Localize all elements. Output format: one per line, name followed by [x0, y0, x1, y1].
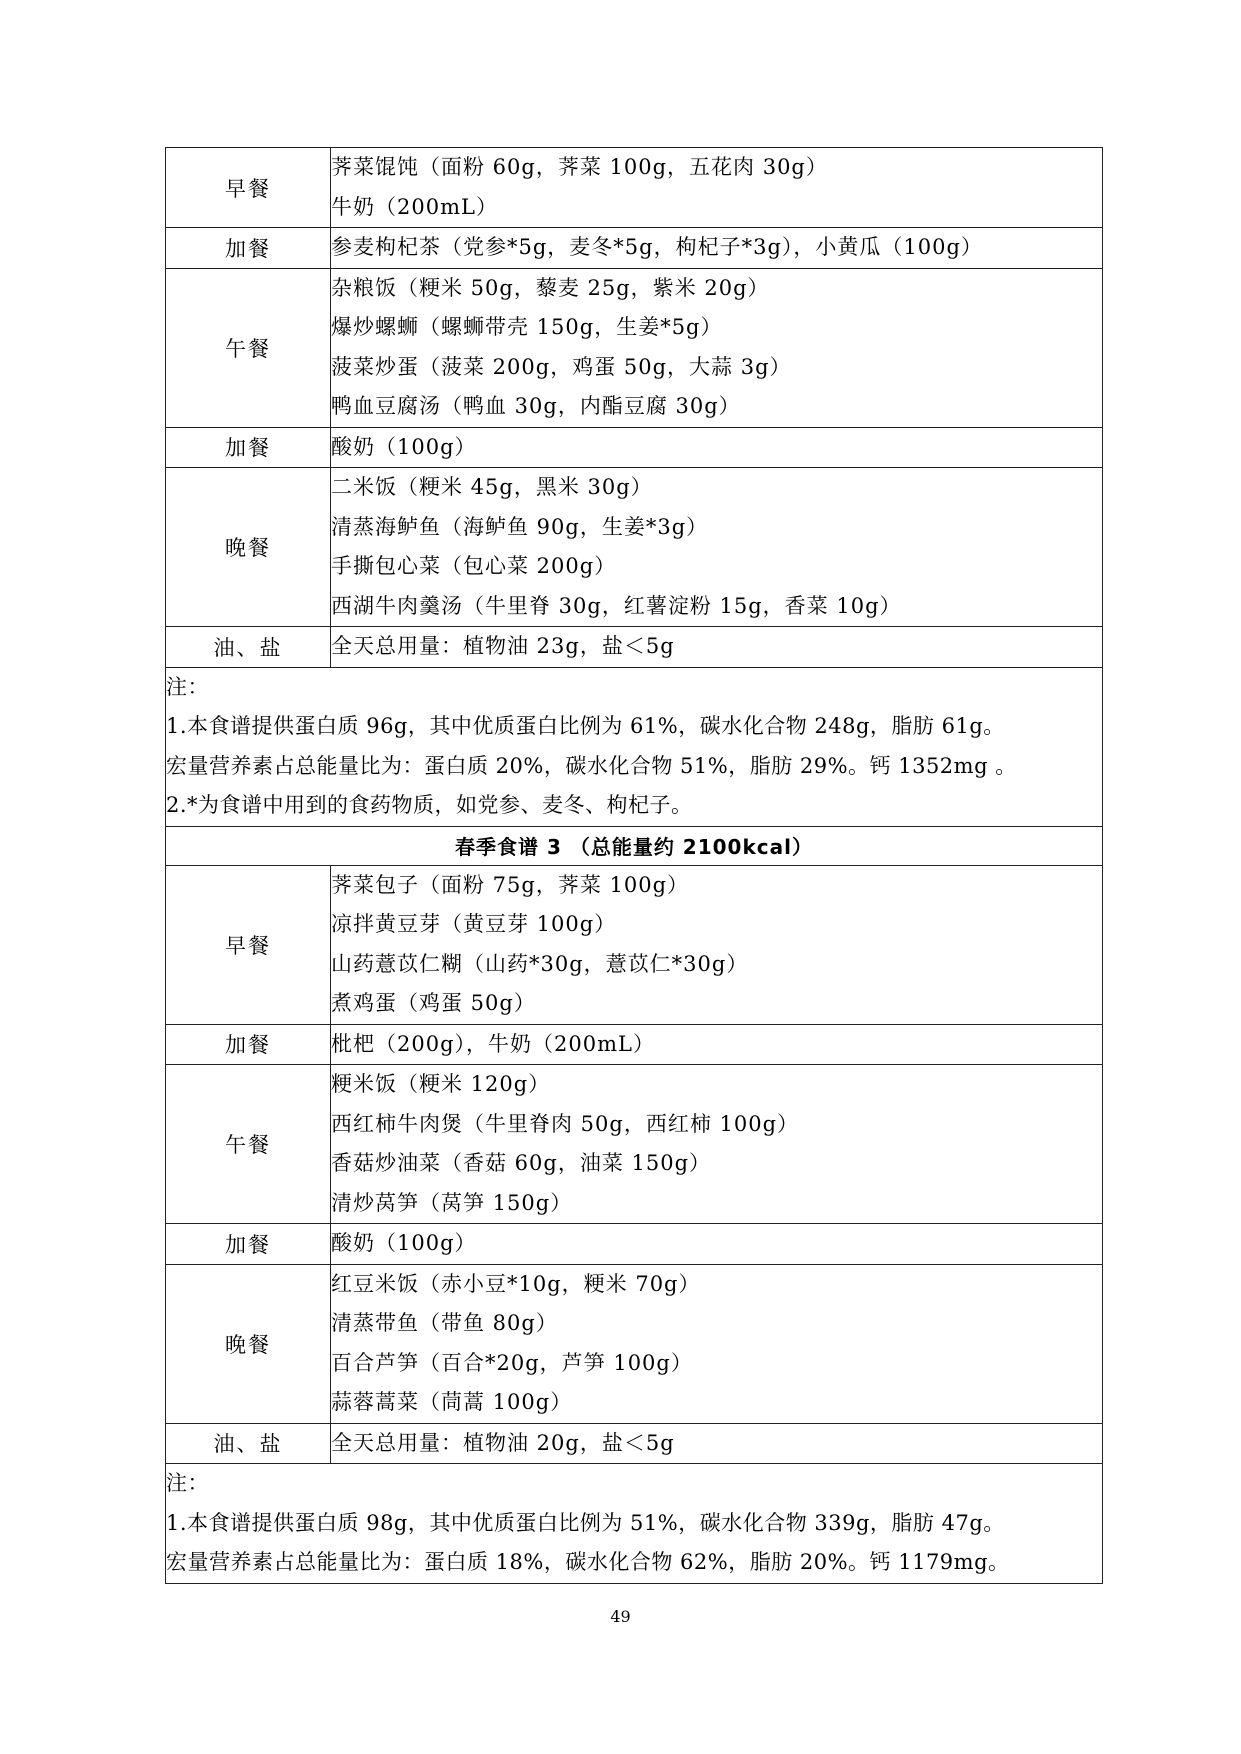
meal-dishes: [331, 1065, 1103, 1224]
dish-line: 牛奶（200mL）: [331, 194, 498, 219]
dish-line: 山药薏苡仁糊（山药*30g，薏苡仁*30g）: [331, 951, 749, 976]
meal-label: 油、盐: [166, 627, 331, 668]
page-number: 49: [610, 1607, 631, 1626]
meal-dishes: [331, 1224, 1103, 1265]
recipe-table: [165, 147, 1103, 1584]
meal-label: 油、盐: [166, 1423, 331, 1464]
meal-row: [166, 148, 1103, 228]
dish-line: 荠菜包子（面粉 75g，荠菜 100g）: [331, 872, 690, 897]
meal-row: [166, 427, 1103, 468]
dish-line: 西红柿牛肉煲（牛里脊肉 50g，西红柿 100g）: [331, 1111, 800, 1136]
meal-row: [166, 627, 1103, 668]
meal-label: 晚餐: [166, 468, 331, 627]
dish-line: 全天总用量：植物油 20g，盐＜5g: [331, 1430, 675, 1455]
dish-line: 酸奶（100g）: [331, 1231, 477, 1255]
dish-line: 清蒸带鱼（带鱼 80g）: [331, 1311, 558, 1335]
note-cell: [166, 667, 1103, 826]
meal-dishes: [331, 148, 1103, 228]
note-line: 1.本食谱提供蛋白质 98g，其中优质蛋白比例为 51%，碳水化合物 339g，脂肪 47g。: [166, 1510, 1005, 1535]
meal-dishes: [331, 1264, 1103, 1423]
section-title: 春季食谱 3 （总能量约 2100kcal）: [166, 826, 1103, 865]
dish-line: 酸奶（100g）: [331, 434, 477, 459]
meal-row: [166, 228, 1103, 269]
meal-label: 午餐: [166, 268, 331, 427]
meal-row: [166, 865, 1103, 1024]
meal-dishes: [331, 228, 1103, 269]
dish-line: 手撕包心菜（包心菜 200g）: [331, 554, 617, 578]
meal-row: [166, 1423, 1103, 1464]
dish-line: 荠菜馄饨（面粉 60g，荠菜 100g，五花肉 30g）: [331, 155, 828, 179]
meal-dishes: [331, 627, 1103, 668]
meal-row: [166, 1065, 1103, 1224]
dish-line: 西湖牛肉羹汤（牛里脊 30g，红薯淀粉 15g，香菜 10g）: [331, 593, 902, 618]
meal-label: 加餐: [166, 427, 331, 468]
note-line: 宏量营养素占总能量比为：蛋白质 20%，碳水化合物 51%，脂肪 29%。钙 1352mg 。: [166, 753, 1017, 778]
dish-line: 凉拌黄豆芽（黄豆芽 100g）: [331, 912, 617, 936]
dish-line: 百合芦笋（百合*20g，芦笋 100g）: [331, 1350, 693, 1375]
dish-line: 鸭血豆腐汤（鸭血 30g，内酯豆腐 30g）: [331, 394, 741, 418]
note-row: [166, 667, 1103, 826]
dish-line: 参麦枸杞茶（党参*5g，麦冬*5g，枸杞子*3g），小黄瓜（100g）: [331, 235, 983, 259]
meal-row: [166, 1024, 1103, 1065]
dish-line: 清蒸海鲈鱼（海鲈鱼 90g，生姜*3g）: [331, 514, 709, 539]
meal-label: 晚餐: [166, 1264, 331, 1423]
meal-dishes: [331, 268, 1103, 427]
meal-label: 加餐: [166, 1224, 331, 1265]
dish-line: 菠菜炒蛋（菠菜 200g，鸡蛋 50g，大蒜 3g）: [331, 354, 792, 379]
note-line: 注：: [166, 1471, 209, 1495]
meal-row: [166, 1264, 1103, 1423]
section-title-row: [166, 826, 1103, 865]
dish-line: 二米饭（粳米 45g，黑米 30g）: [331, 475, 653, 499]
recipe-table-body: [166, 148, 1103, 1584]
dish-line: 杂粮饭（粳米 50g，藜麦 25g，紫米 20g）: [331, 275, 770, 300]
dish-line: 蒜蓉蒿菜（茼蒿 100g）: [331, 1390, 573, 1414]
meal-dishes: [331, 1024, 1103, 1065]
dish-line: 香菇炒油菜（香菇 60g，油菜 150g）: [331, 1151, 712, 1175]
note-line: 注：: [166, 674, 209, 699]
note-row: [166, 1464, 1103, 1584]
dish-line: 粳米饭（粳米 120g）: [331, 1072, 551, 1096]
dish-line: 枇杷（200g），牛奶（200mL）: [331, 1031, 655, 1056]
note-cell: [166, 1464, 1103, 1584]
meal-label: 加餐: [166, 1024, 331, 1065]
note-line: 2.*为食谱中用到的食药物质，如党参、麦冬、枸杞子。: [166, 793, 693, 817]
meal-label: 早餐: [166, 865, 331, 1024]
dish-line: 红豆米饭（赤小豆*10g，粳米 70g）: [331, 1271, 701, 1296]
note-line: 宏量营养素占总能量比为：蛋白质 18%，碳水化合物 62%，脂肪 20%。钙 1179mg。: [166, 1550, 1010, 1574]
dish-line: 全天总用量：植物油 23g，盐＜5g: [331, 634, 675, 658]
meal-dishes: [331, 865, 1103, 1024]
meal-label: 午餐: [166, 1065, 331, 1224]
meal-dishes: [331, 427, 1103, 468]
dish-line: 清炒莴笋（莴笋 150g）: [331, 1190, 573, 1215]
meal-label: 加餐: [166, 228, 331, 269]
note-line: 1.本食谱提供蛋白质 96g，其中优质蛋白比例为 61%，碳水化合物 248g，脂肪 61g。: [166, 714, 1005, 738]
meal-dishes: [331, 468, 1103, 627]
dish-line: 煮鸡蛋（鸡蛋 50g）: [331, 991, 536, 1015]
dish-line: 爆炒螺蛳（螺蛳带壳 150g，生姜*5g）: [331, 315, 723, 339]
meal-dishes: [331, 1423, 1103, 1464]
meal-label: 早餐: [166, 148, 331, 228]
meal-row: [166, 268, 1103, 427]
meal-row: [166, 468, 1103, 627]
meal-row: [166, 1224, 1103, 1265]
